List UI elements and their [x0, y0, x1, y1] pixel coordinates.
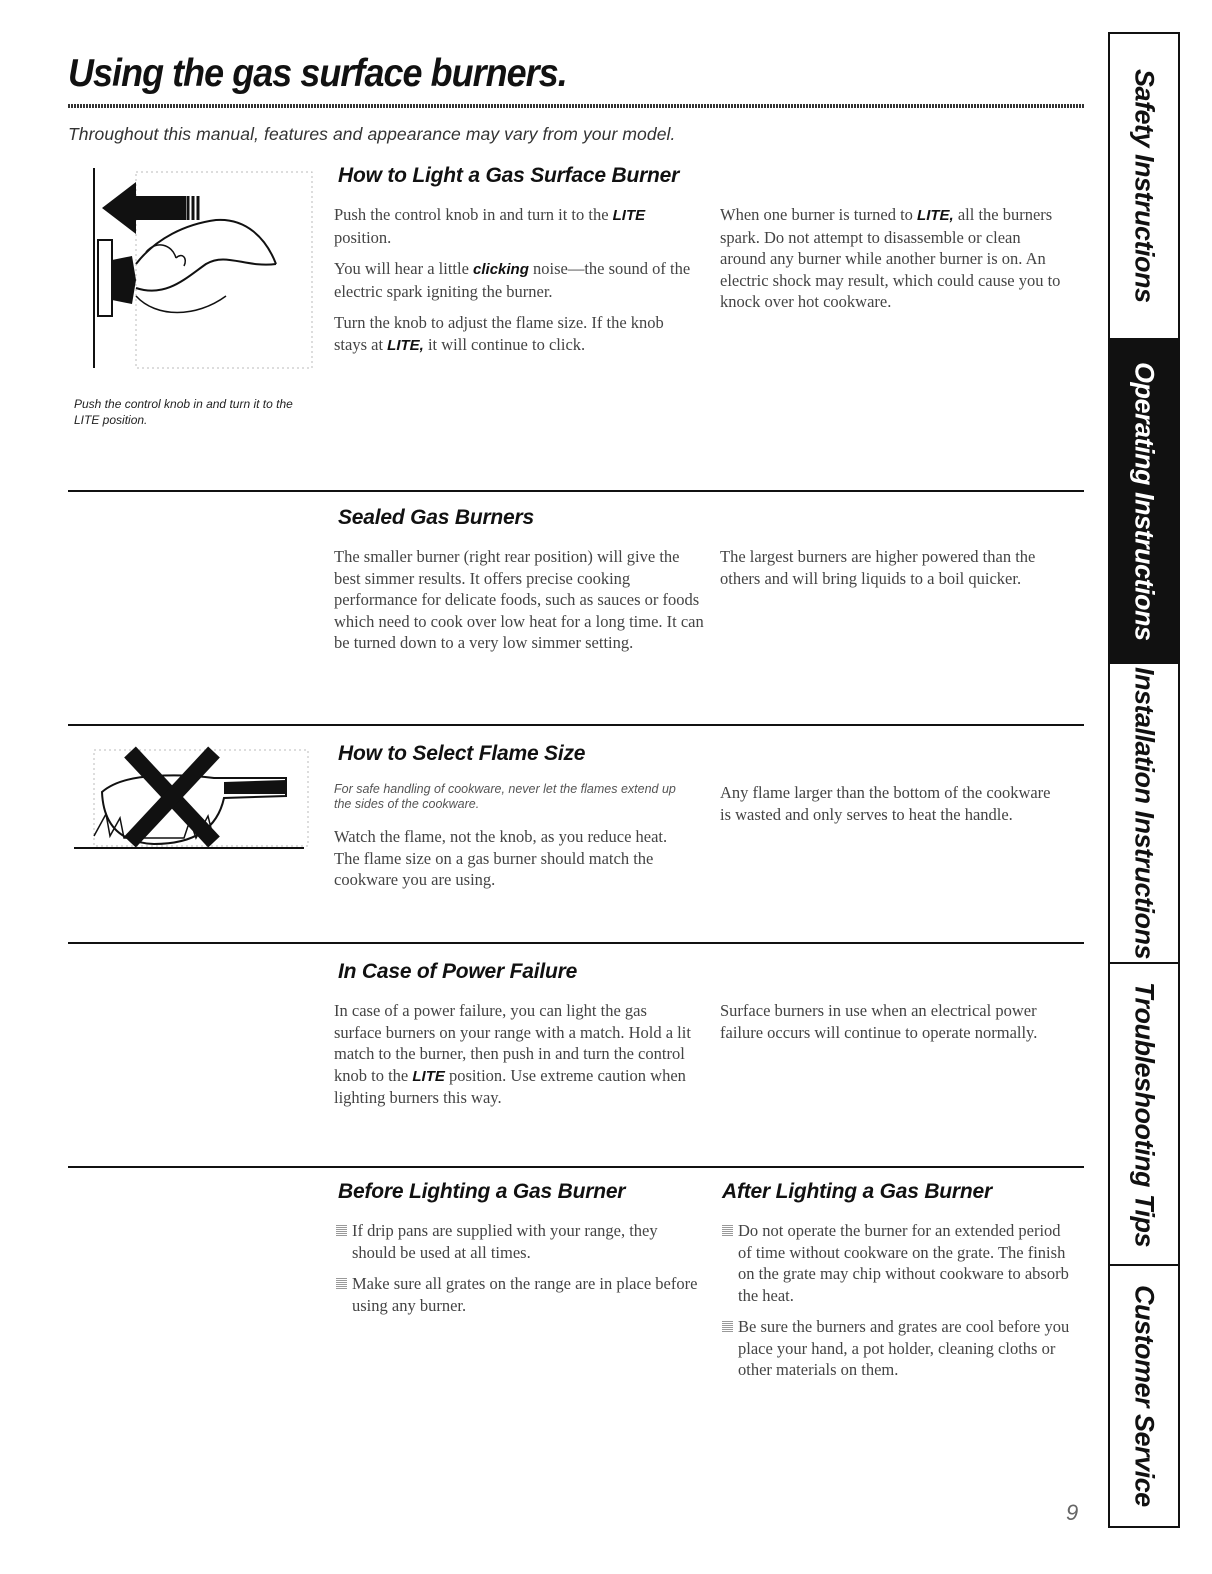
sealed-heading: Sealed Gas Burners [338, 506, 534, 529]
tab-operating[interactable]: Operating Instructions [1110, 340, 1178, 664]
after-heading: After Lighting a Gas Burner [722, 1180, 992, 1203]
list-item: Do not operate the burner for an extended period of time without cookware on the grate. The finish on the grate may chip without cookware to absorb the heat. [720, 1220, 1070, 1306]
side-tabs [1108, 32, 1180, 1528]
sealed-col-2: The largest burners are higher powered than the others and will bring liquids to a boil quicker. [720, 547, 1036, 588]
knob-push-illustration [76, 168, 316, 376]
light-col-1: Push the control knob in and turn it to the LITE position. You will hear a little clicking noise—the sound of the electric spark igniting the burner. Turn the knob to adjust the flame size. If the knob stays at LITE, it will continue to click. [334, 205, 691, 354]
power-heading: In Case of Power Failure [338, 960, 578, 983]
flame-note: For safe handling of cookware, never let the flames extend up the sides of the cookware. [334, 782, 676, 811]
divider-2 [68, 724, 1084, 726]
page-title: Using the gas surface burners. [68, 52, 567, 95]
flame-col-1: For safe handling of cookware, never let the flames extend up the sides of the cookware. Watch the flame, not the knob, as you reduce heat. The flame size on a gas burner should match the cookware you are using. [334, 782, 679, 901]
light-col-2: When one burner is turned to LITE, all the burners spark. Do not attempt to disassemble or clean around any burner while another burner is on. An electric shock may result, which could cause you to knock over hot cookware. [720, 205, 1061, 311]
tab-installation[interactable]: Installation Instructions [1110, 664, 1178, 964]
before-list [334, 1220, 699, 1326]
knob-caption: Push the control knob in and turn it to the LITE position. [74, 397, 293, 427]
list-item: If drip pans are supplied with your range, they should be used at all times. [334, 1220, 699, 1263]
page-number: 9 [1066, 1500, 1079, 1525]
power-col-2: Surface burners in use when an electrical power failure occurs will continue to operate normally. [720, 1001, 1038, 1042]
tab-safety[interactable]: Safety Instructions [1110, 34, 1178, 340]
sealed-col-1: The smaller burner (right rear position) will give the best simmer results. It offers precise cooking performance for delicate foods, such as sauces or foods which need to cook over low heat for a long time. It can be turned down to a very low simmer setting. [334, 547, 704, 652]
before-heading: Before Lighting a Gas Burner [338, 1180, 626, 1203]
list-item: Be sure the burners and grates are cool before you place your hand, a pot holder, cleaning cloths or other materials on them. [720, 1316, 1070, 1381]
light-heading: How to Light a Gas Surface Burner [338, 164, 680, 187]
subtitle: Throughout this manual, features and appearance may vary from your model. [68, 124, 676, 144]
divider-3 [68, 942, 1084, 944]
tab-troubleshooting[interactable]: Troubleshooting Tips [1110, 964, 1178, 1266]
flame-col-2: Any flame larger than the bottom of the cookware is wasted and only serves to heat the handle. [720, 783, 1051, 824]
flame-heading: How to Select Flame Size [338, 742, 586, 765]
divider-1 [68, 490, 1084, 492]
divider-4 [68, 1166, 1084, 1168]
list-item: Make sure all grates on the range are in place before using any burner. [334, 1273, 699, 1316]
after-list [720, 1220, 1070, 1391]
tab-customer-service[interactable]: Customer Service [1129, 1285, 1160, 1507]
flame-size-illustration [74, 744, 314, 854]
title-rule [68, 104, 1084, 108]
power-col-1: In case of a power failure, you can light the gas surface burners on your range with a match. Hold a lit match to the burner, then push in and turn the control knob to the LITE position. Use extreme caution when lighting burners this way. [334, 1001, 691, 1107]
